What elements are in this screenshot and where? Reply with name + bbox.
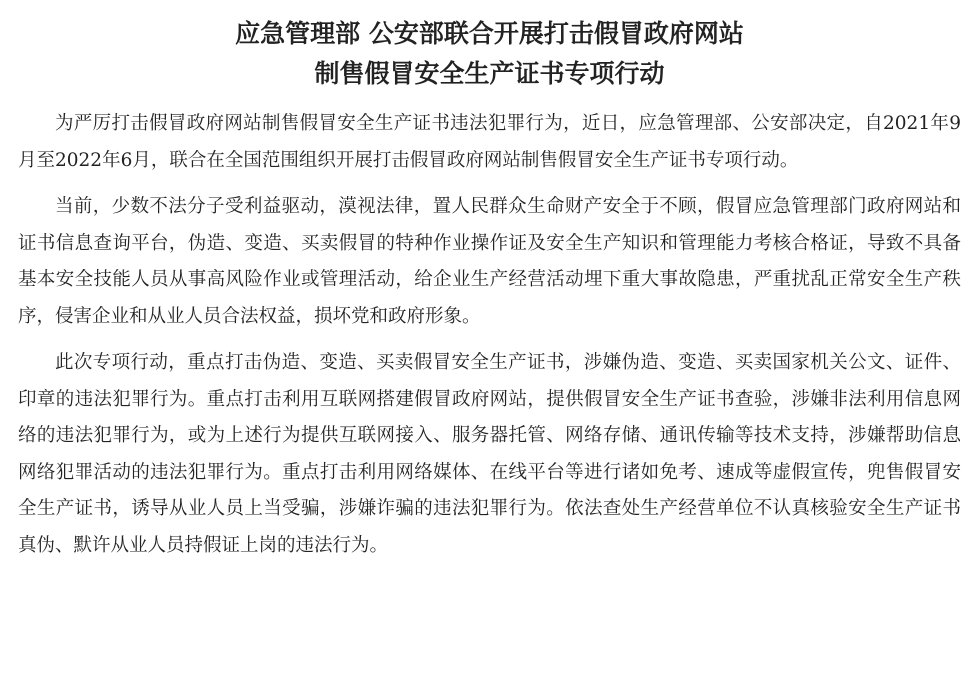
paragraph-2: 当前，少数不法分子受利益驱动，漠视法律，置人民群众生命财产安全于不顾，假冒应急管理部门政府网站和证书信息查询平台，伪造、变造、买卖假冒的特种作业操作证及安全生产知识和管理能力考核合格证，导致不具备基本安全技能人员从事高风险作业或管理活动，给企业生产经营活动埋下重大事故隐患，严重扰乱正常安全生产秩序，侵害企业和从业人员合法权益，损坏党和政府形象。	[18, 196, 961, 327]
article-title	[18, 14, 961, 94]
paragraph-3: 此次专项行动，重点打击伪造、变造、买卖假冒安全生产证书，涉嫌伪造、变造、买卖国家机关公文、证件、印章的违法犯罪行为。重点打击利用互联网搭建假冒政府网站，提供假冒安全生产证书查验，涉嫌非法利用信息网络的违法犯罪行为，或为上述行为提供互联网接入、服务器托管、网络存储、通讯传输等技术支持，涉嫌帮助信息网络犯罪活动的违法犯罪行为。重点打击利用网络媒体、在线平台等进行诸如免考、速成等虚假宣传，兜售假冒安全生产证书，诱导从业人员上当受骗，涉嫌诈骗的违法犯罪行为。依法查处生产经营单位不认真核验安全生产证书真伪、默许从业人员持假证上岗的违法行为。	[18, 352, 961, 556]
paragraph-1: 为严厉打击假冒政府网站制售假冒安全生产证书违法犯罪行为，近日，应急管理部、公安部决定，自2021年9月至2022年6月，联合在全国范围组织开展打击假冒政府网站制售假冒安全生产证书专项行动。	[18, 113, 961, 171]
article-title-line-1: 应急管理部 公安部联合开展打击假冒政府网站	[235, 19, 744, 48]
article-title-line-2: 制售假冒安全生产证书专项行动	[314, 59, 665, 88]
